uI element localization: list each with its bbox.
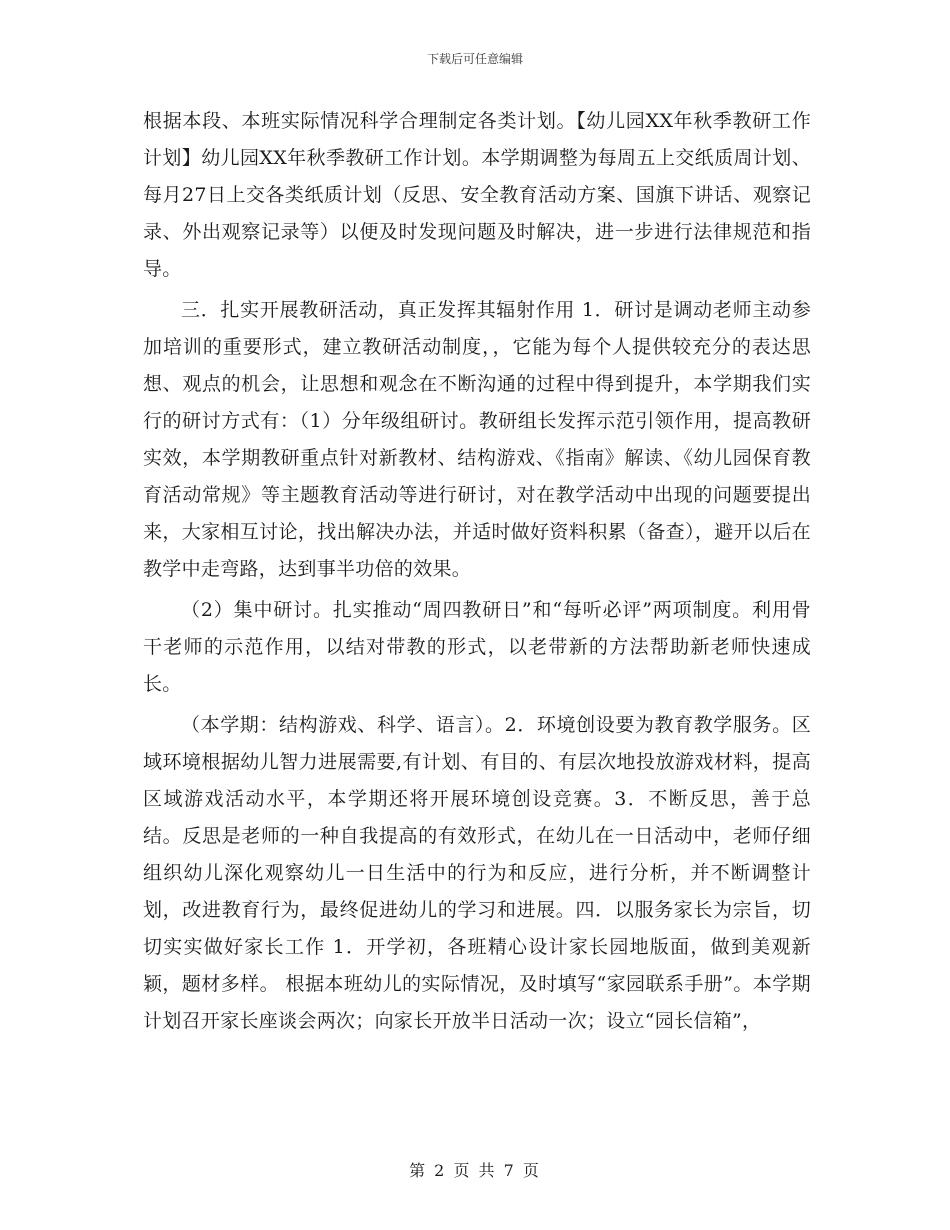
paragraph-2: 三．扎实开展教研活动，真正发挥其辐射作用 1．研讨是调动老师主动参加培训的重要形式，建立教研活动制度，，它能为每个人提供较充分的表达思想、观点的机会，让思想和观念在不断沟通的过程中得到提升，本学期我们实行的研讨方式有：（1）分年级组研讨。教研组长发挥示范引领作用，提高教研实效，本学期教研重点针对新教材、结构游戏、《指南》解读、《幼儿园保育教育活动常规》等主题教育活动等进行研讨，对在教学活动中出现的问题要提出来，大家相互讨论，找出解决办法，并适时做好资料积累（备查），避开以后在教学中走弯路，达到事半功倍的效果。 [143,299,811,580]
paragraph-4: （本学期：结构游戏、科学、语言）。2．环境创设要为教育教学服务。区域环境根据幼儿智力进展需要,有计划、有目的、有层次地投放游戏材料，提高区域游戏活动水平，本学期还将开展环境创设竞赛。3．不断反思，善于总结。反思是老师的一种自我提高的有效形式，在幼儿在一日活动中，老师仔细组织幼儿深化观察幼儿一日生活中的行为和反应，进行分析，并不断调整计划，改进教育行为，最终促进幼儿的学习和进展。四．以服务家长为宗旨，切切实实做好家长工作 1．开学初，各班精心设计家长园地版面，做到美观新颖，题材多样。 根据本班幼儿的实际情况，及时填写“家园联系手册”。本学期计划召开家长座谈会两次；向家长开放半日活动一次；设立“园长信箱”， [143,714,811,1032]
page-footer: 第 2 页 共 7 页 [409,1161,541,1180]
paragraph-3: （2）集中研讨。扎实推动“周四教研日”和“每听必评”两项制度。利用骨干老师的示范作用，以结对带教的形式，以老带新的方法帮助新老师快速成长。 [143,599,811,695]
document-body [143,103,811,1040]
page-header: 下载后可任意编辑 [426,52,523,66]
paragraph-1: 根据本段、本班实际情况科学合理制定各类计划。【幼儿园XX年秋季教研工作计划】幼儿园XX年秋季教研工作计划。本学期调整为每周五上交纸质周计划、每月27日上交各类纸质计划（反思、安全教育活动方案、国旗下讲话、观察记录、外出观察记录等）以便及时发现问题及时解决，进一步进行法律规范和指导。 [143,110,811,280]
